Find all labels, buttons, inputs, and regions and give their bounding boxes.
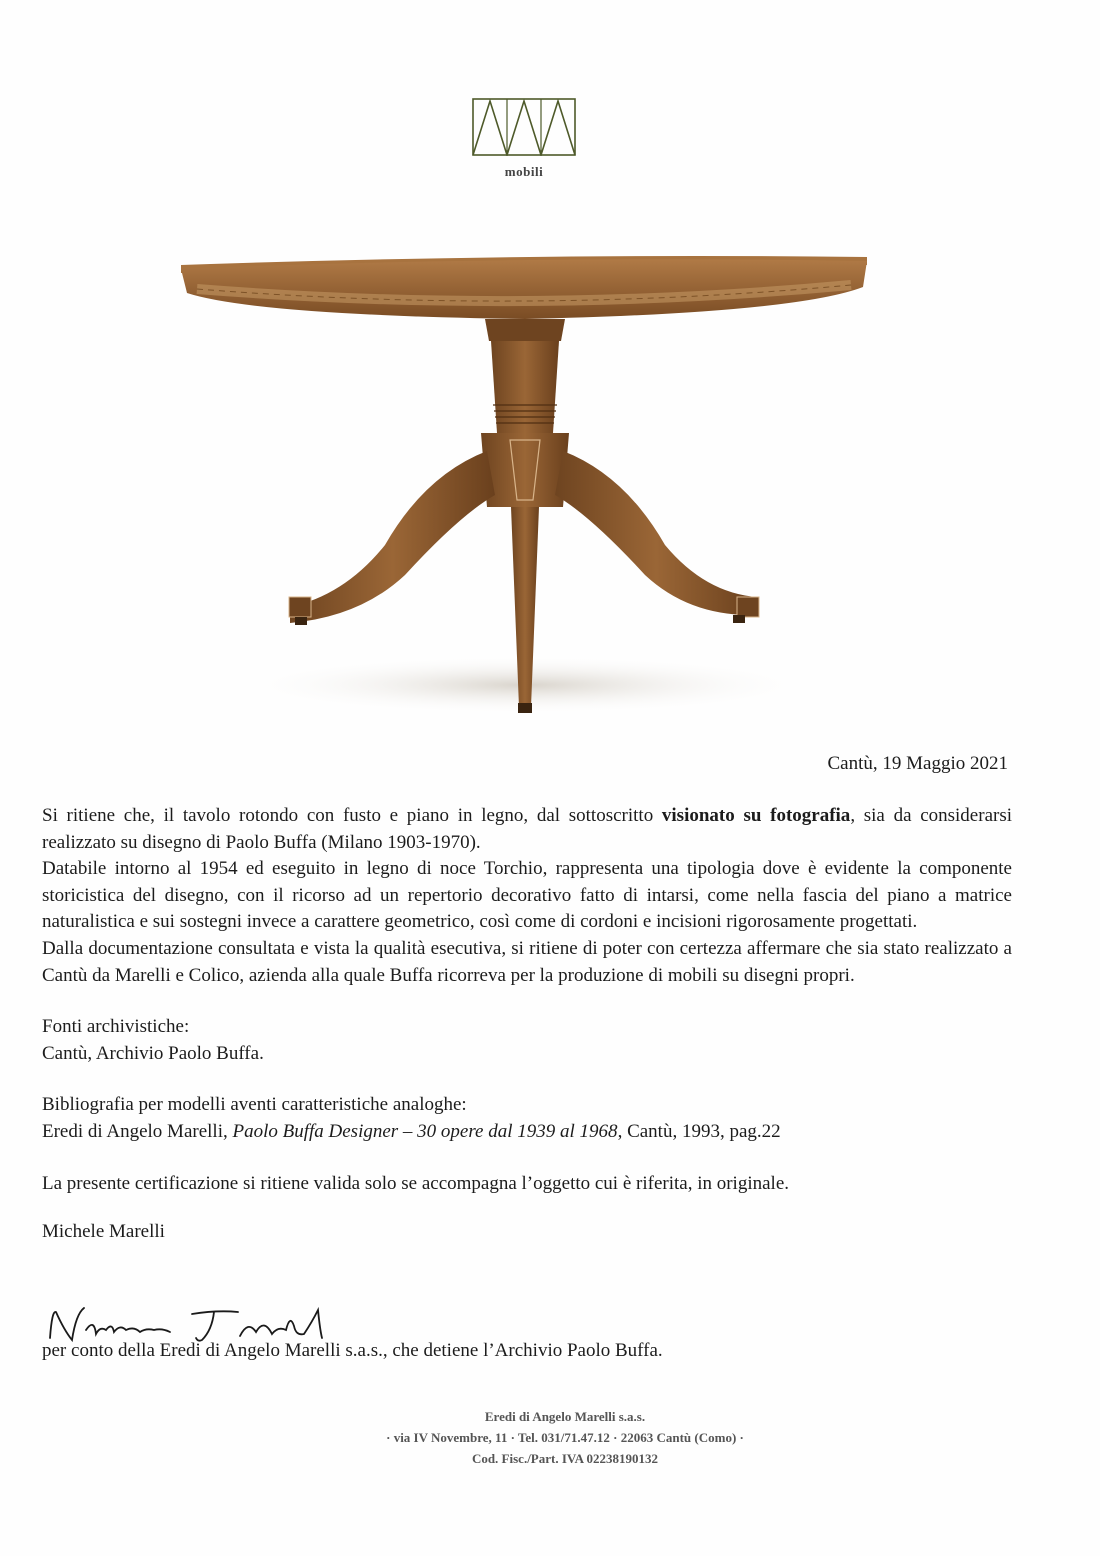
footer-company: Eredi di Angelo Marelli s.a.s.	[484, 1409, 646, 1424]
footer-tax-id: Cod. Fisc./Part. IVA 02238190132	[471, 1451, 659, 1466]
on-behalf-statement: per conto della Eredi di Angelo Marelli s.a.s., che detiene l’Archivio Paolo Buffa.	[42, 1340, 663, 1361]
mobili-logo-icon	[472, 98, 576, 156]
validity-statement: La presente certificazione si ritiene valida solo se accompagna l’oggetto cui è riferita, in originale.	[42, 1172, 790, 1194]
paragraph-description: Databile intorno al 1954 ed eseguito in legno di noce Torchio, rappresenta una tipologia dove è evidente la componente storicistica del disegno, con il ricorso ad un repertorio decorativo fatto di intarsi, come nella fascia del piano a matrice naturalistica e sui sostegni invece a carattere geometrico, così come di cordoni e incisioni rigorosamente progettati.	[42, 858, 1012, 933]
paragraph-provenance: Dalla documentazione consultata e vista la qualità esecutiva, si ritiene di poter con certezza affermare che sia stato realizzato a Cantù da Marelli e Colico, azienda alla quale Buffa ricorreva per la produzione di mobili su disegni propri.	[42, 937, 1012, 986]
letter-date: Cantù, 19 Maggio 2021	[827, 753, 1008, 774]
letter-body	[42, 803, 1012, 1246]
bold-phrase: visionato su fotografia	[661, 805, 851, 826]
sources-heading: Fonti archivistiche:	[42, 1016, 190, 1038]
sources-item: Cantù, Archivio Paolo Buffa.	[42, 1042, 264, 1064]
signer-name: Michele Marelli	[42, 1221, 165, 1243]
book-title: Paolo Buffa Designer – 30 opere dal 1939 al 1968	[232, 1120, 618, 1142]
logo-caption: mobili	[504, 164, 544, 179]
bibliography-heading: Bibliografia per modelli aventi caratteristiche analoghe:	[42, 1094, 467, 1116]
bibliography-item: Eredi di Angelo Marelli, Paolo Buffa Designer – 30 opere dal 1939 al 1968, Cantù, 1993, pag.22	[42, 1120, 781, 1142]
table-photo	[175, 245, 875, 730]
footer-address: · via IV Novembre, 11 · Tel. 031/71.47.12 · 22063 Cantù (Como) ·	[386, 1430, 744, 1445]
paragraph-attribution: Si ritiene che, il tavolo rotondo con fusto e piano in legno, dal sottoscritto visionato su fotografia, sia da considerarsi realizzato su disegno di Paolo Buffa (Milano 1903-1970).	[42, 805, 1012, 853]
letterhead-footer	[280, 1406, 850, 1469]
